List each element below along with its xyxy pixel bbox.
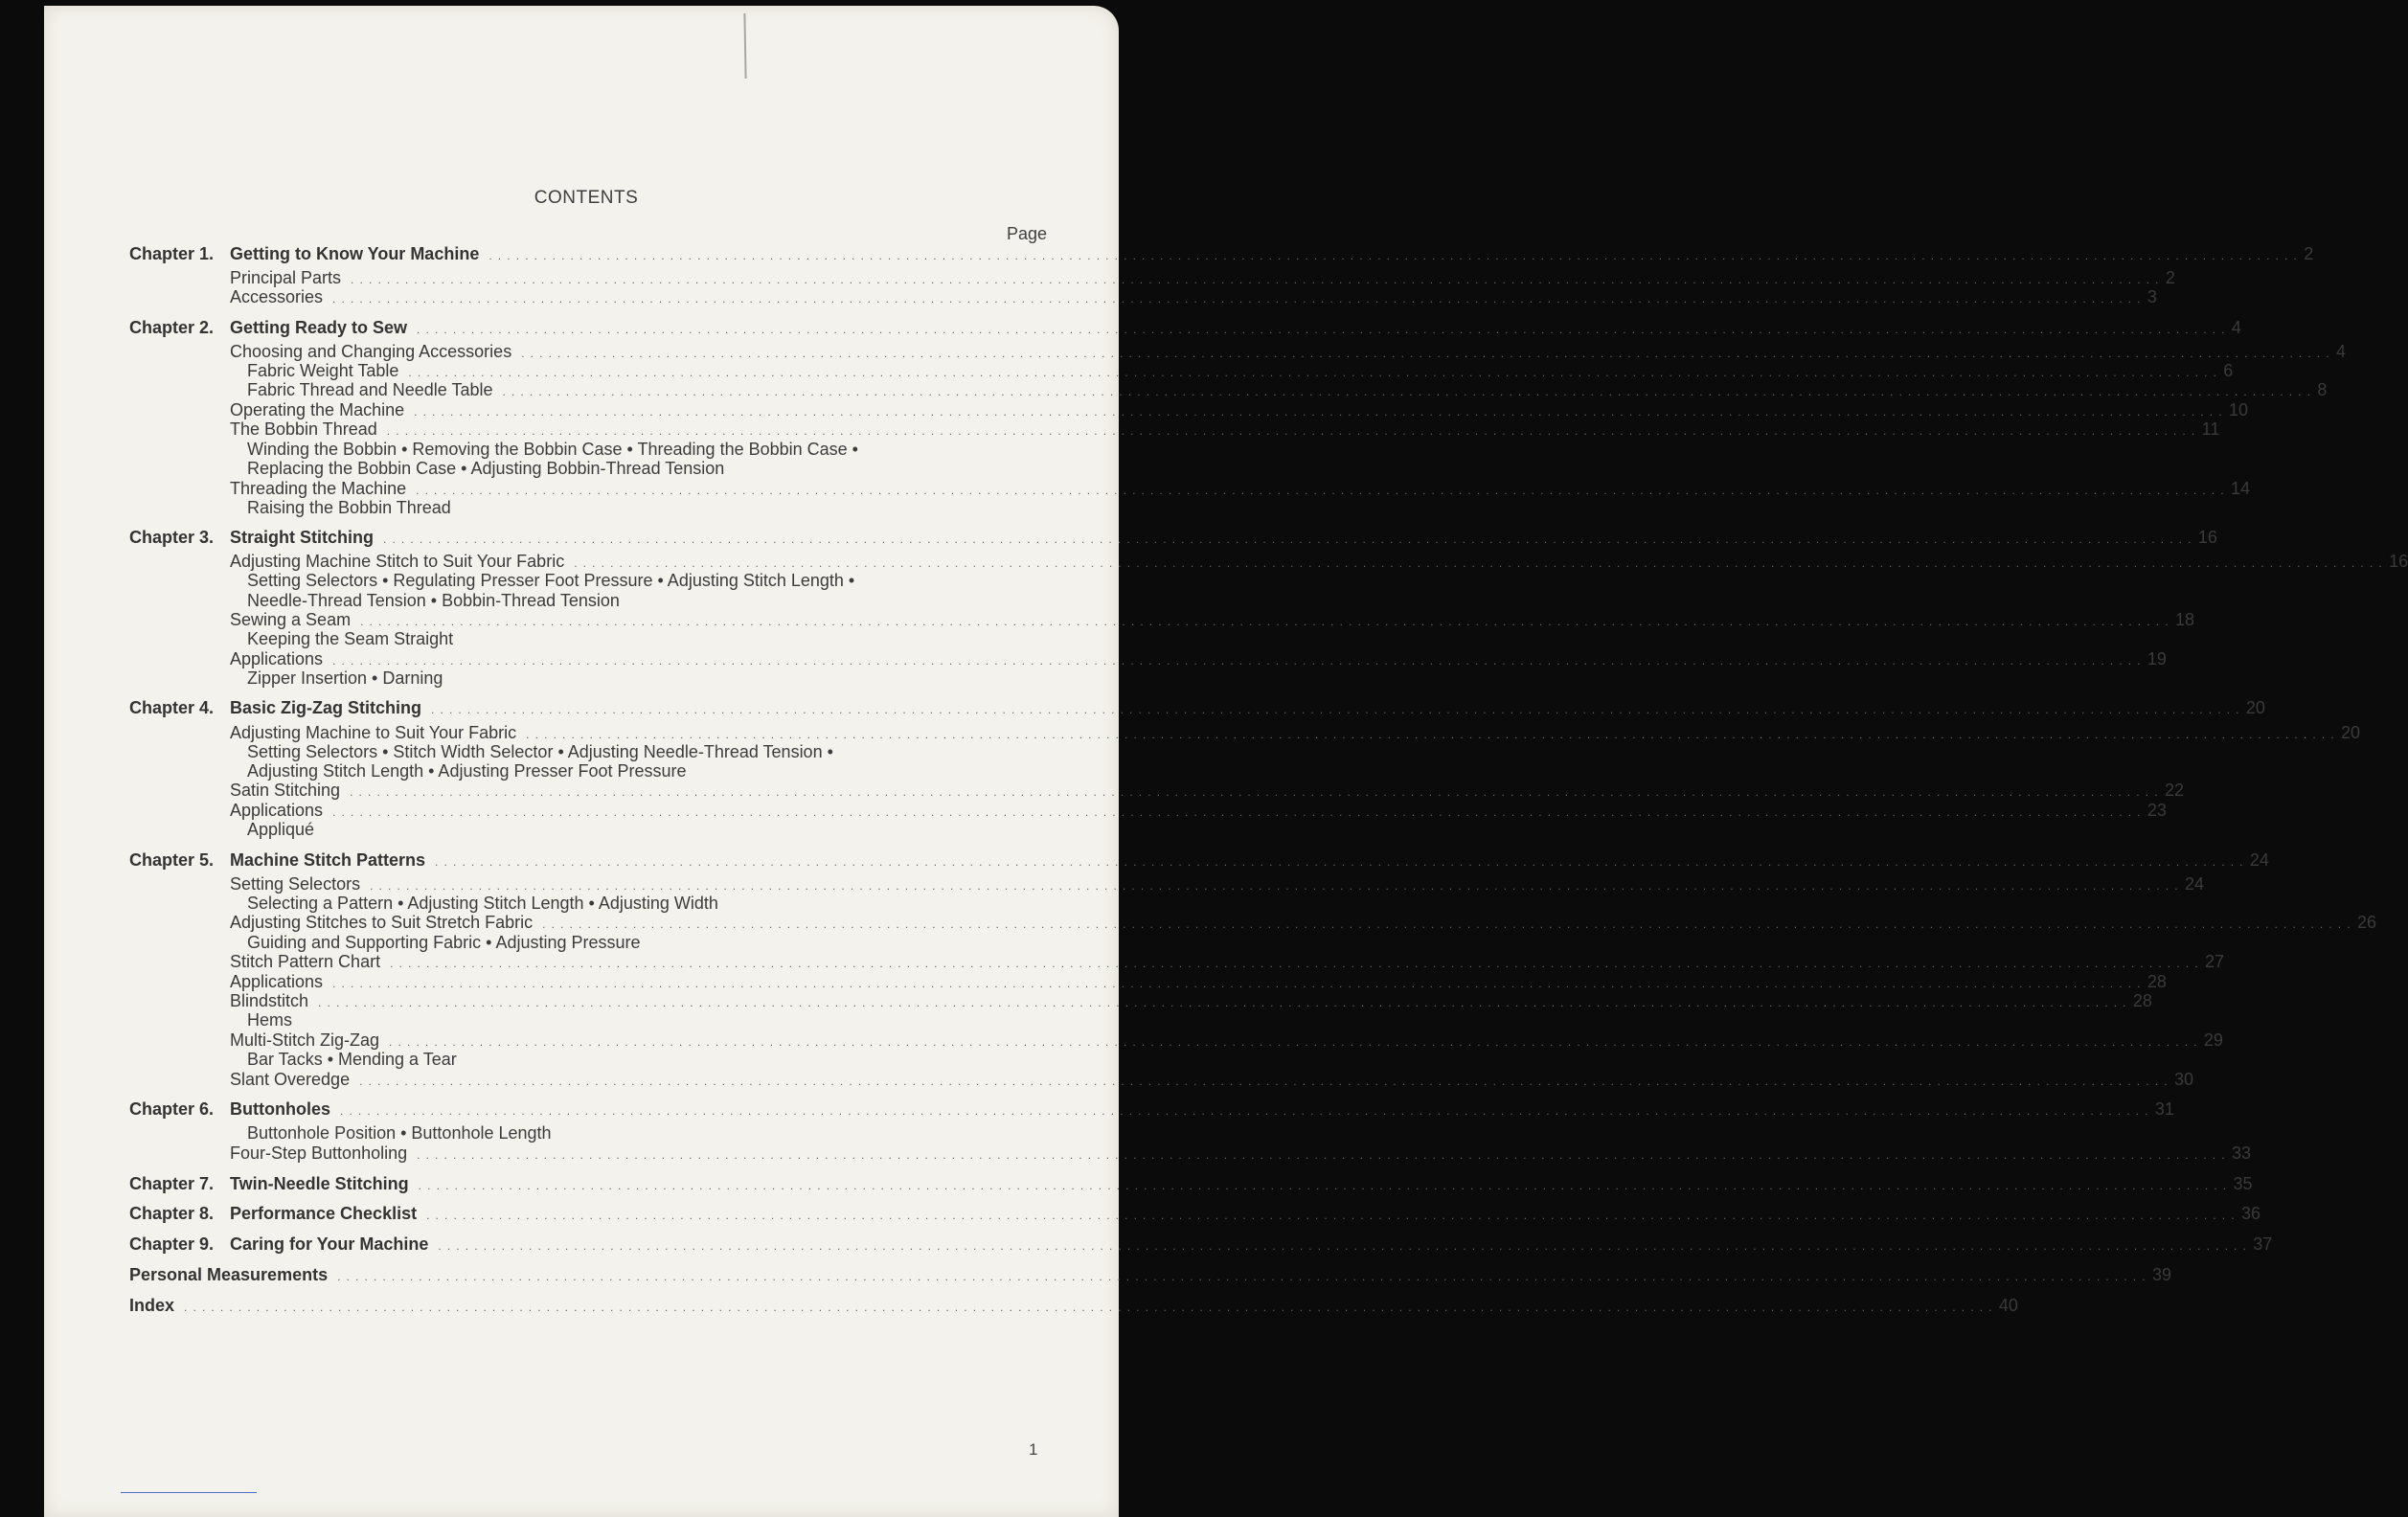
entry-page-number: 33 [2231,1143,2252,1163]
entry-title: Adjusting Stitches to Suit Stretch Fabric [230,913,534,932]
toc-subtopics: Replacing the Bobbin Case • Adjusting Bobbin-Thread Tension [247,459,725,478]
entry-page-number: 24 [2249,850,2269,870]
toc-subtopics: Selecting a Pattern • Adjusting Stitch Length • Adjusting Width [247,894,718,913]
entry-title: Straight Stitching [230,528,374,547]
toc-chapter-entry [129,698,2265,718]
entry-page-number: 35 [2233,1174,2253,1193]
toc-section-entry [247,380,2328,400]
entry-page-number: 2 [2304,244,2314,263]
chapter-number: Chapter 2. [129,318,215,337]
entry-title: Principal Parts [230,268,342,287]
entry-title: Caring for Your Machine [230,1234,429,1254]
entry-page-number: 18 [2174,610,2194,629]
dot-leader: . . . . . . . . . . . . . . . . . . . . . . . . . . . . . . . . . . . . . . . . . . . . . . . . . . . . . . . . . . . . . . . . . . . . . . . . . . . . . . . . . . . . . . . . . . . . . . . . . . . . . . . . . . . . . . . . . . . . . . . . . . . . . . . . . . . . . . . . . . . . . . . . . . . . . . . . . . . . . . . . . . . . . . . . . . . . . . . . . . . . . . . . . . . . . . . . . . . . . . . . [408,366,2218,379]
dot-leader: . . . . . . . . . . . . . . . . . . . . . . . . . . . . . . . . . . . . . . . . . . . . . . . . . . . . . . . . . . . . . . . . . . . . . . . . . . . . . . . . . . . . . . . . . . . . . . . . . . . . . . . . . . . . . . . . . . . . . . . . . . . . . . . . . . . . . . . . . . . . . . . . . . . . . . . . . . . . . . . . . . . . . . . . . . . . . . . . . . . . . . . . . . . . . . . . . . . . . . . . [438,1239,2248,1253]
toc-subtopics: Keeping the Seam Straight [247,629,454,648]
entry-page-number: 30 [2173,1070,2193,1089]
toc-section-entry [230,268,2175,288]
dot-leader: . . . . . . . . . . . . . . . . . . . . . . . . . . . . . . . . . . . . . . . . . . . . . . . . . . . . . . . . . . . . . . . . . . . . . . . . . . . . . . . . . . . . . . . . . . . . . . . . . . . . . . . . . . . . . . . . . . . . . . . . . . . . . . . . . . . . . . . . . . . . . . . . . . . . . . . . . . . . . . . . . . . . . . . . . . . . . . . . . . . . . . . . . . . . . . . . . . . . . . . . [318,996,2127,1009]
dot-leader: . . . . . . . . . . . . . . . . . . . . . . . . . . . . . . . . . . . . . . . . . . . . . . . . . . . . . . . . . . . . . . . . . . . . . . . . . . . . . . . . . . . . . . . . . . . . . . . . . . . . . . . . . . . . . . . . . . . . . . . . . . . . . . . . . . . . . . . . . . . . . . . . . . . . . . . . . . . . . . . . . . . . . . . . . . . . . . . . . . . . . . . . . . . . . . . . . . . . . . . . [332,654,2142,668]
entry-title: Getting to Know Your Machine [230,244,480,263]
chapter-number: Chapter 5. [129,850,215,870]
entry-title: The Bobbin Thread [230,419,377,439]
entry-title: Satin Stitching [230,781,341,800]
entry-page-number: 16 [2389,552,2408,571]
entry-title: Sewing a Seam [230,610,352,629]
toc-section-entry [230,649,2167,669]
dot-leader: . . . . . . . . . . . . . . . . . . . . . . . . . . . . . . . . . . . . . . . . . . . . . . . . . . . . . . . . . . . . . . . . . . . . . . . . . . . . . . . . . . . . . . . . . . . . . . . . . . . . . . . . . . . . . . . . . . . . . . . . . . . . . . . . . . . . . . . . . . . . . . . . . . . . . . . . . . . . . . . . . . . . . . . . . . . . . . . . . . . . . . . . . . . . . . . . . . . . . . . . [417,323,2226,336]
toc-subtopics: Hems [247,1010,293,1030]
entry-page-number: 23 [2147,801,2167,820]
entry-title: Index [129,1296,175,1315]
toc-section-entry [230,723,2361,743]
toc-subtopics: Zipper Insertion • Darning [247,668,443,688]
toc-subtopics: Bar Tacks • Mending a Tear [247,1050,457,1069]
toc-section-entry [230,952,2224,972]
entry-page-number: 27 [2204,952,2224,971]
entry-title: Threading the Machine [230,479,407,498]
entry-page-number: 39 [2151,1265,2171,1284]
toc-chapter-entry [129,1265,2171,1285]
entry-page-number: 36 [2240,1204,2260,1223]
entry-page-number: 14 [2230,479,2251,498]
dot-leader: . . . . . . . . . . . . . . . . . . . . . . . . . . . . . . . . . . . . . . . . . . . . . . . . . . . . . . . . . . . . . . . . . . . . . . . . . . . . . . . . . . . . . . . . . . . . . . . . . . . . . . . . . . . . . . . . . . . . . . . . . . . . . . . . . . . . . . . . . . . . . . . . . . . . . . . . . . . . . . . . . . . . . . . . . . . . . . . . . . . . . . . . . . . . . . . . . . . . . . . . [351,273,2160,286]
dot-leader: . . . . . . . . . . . . . . . . . . . . . . . . . . . . . . . . . . . . . . . . . . . . . . . . . . . . . . . . . . . . . . . . . . . . . . . . . . . . . . . . . . . . . . . . . . . . . . . . . . . . . . . . . . . . . . . . . . . . . . . . . . . . . . . . . . . . . . . . . . . . . . . . . . . . . . . . . . . . . . . . . . . . . . . . . . . . . . . . . . . . . . . . . . . . . . . . . . . . . . . . [502,385,2312,398]
contents-heading: CONTENTS [534,188,639,208]
entry-title: Four-Step Buttonholing [230,1143,408,1163]
entry-title: Applications [230,649,324,668]
entry-page-number: 24 [2184,874,2204,894]
dot-leader: . . . . . . . . . . . . . . . . . . . . . . . . . . . . . . . . . . . . . . . . . . . . . . . . . . . . . . . . . . . . . . . . . . . . . . . . . . . . . . . . . . . . . . . . . . . . . . . . . . . . . . . . . . . . . . . . . . . . . . . . . . . . . . . . . . . . . . . . . . . . . . . . . . . . . . . . . . . . . . . . . . . . . . . . . . . . . . . . . . . . . . . . . . . . . . . . . . . . . . . . [435,855,2244,869]
dot-leader: . . . . . . . . . . . . . . . . . . . . . . . . . . . . . . . . . . . . . . . . . . . . . . . . . . . . . . . . . . . . . . . . . . . . . . . . . . . . . . . . . . . . . . . . . . . . . . . . . . . . . . . . . . . . . . . . . . . . . . . . . . . . . . . . . . . . . . . . . . . . . . . . . . . . . . . . . . . . . . . . . . . . . . . . . . . . . . . . . . . . . . . . . . . . . . . . . . . . . . . . [350,785,2159,799]
toc-subtopics: Buttonhole Position • Buttonhole Length [247,1123,552,1143]
entry-page-number: 26 [2357,913,2377,932]
toc-subtopics: Raising the Bobbin Thread [247,498,451,517]
entry-title: Fabric Thread and Needle Table [247,380,493,399]
entry-title: Choosing and Changing Accessories [230,342,512,361]
dot-leader: . . . . . . . . . . . . . . . . . . . . . . . . . . . . . . . . . . . . . . . . . . . . . . . . . . . . . . . . . . . . . . . . . . . . . . . . . . . . . . . . . . . . . . . . . . . . . . . . . . . . . . . . . . . . . . . . . . . . . . . . . . . . . . . . . . . . . . . . . . . . . . . . . . . . . . . . . . . . . . . . . . . . . . . . . . . . . . . . . . . . . . . . . . . . . . . . . . . . . . . . [337,1270,2147,1283]
toc-subtopics: Adjusting Stitch Length • Adjusting Presser Foot Pressure [247,761,687,781]
toc-section-entry [230,287,2157,307]
dot-leader: . . . . . . . . . . . . . . . . . . . . . . . . . . . . . . . . . . . . . . . . . . . . . . . . . . . . . . . . . . . . . . . . . . . . . . . . . . . . . . . . . . . . . . . . . . . . . . . . . . . . . . . . . . . . . . . . . . . . . . . . . . . . . . . . . . . . . . . . . . . . . . . . . . . . . . . . . . . . . . . . . . . . . . . . . . . . . . . . . . . . . . . . . . . . . . . . . . . . . . . . [332,977,2142,990]
dot-leader: . . . . . . . . . . . . . . . . . . . . . . . . . . . . . . . . . . . . . . . . . . . . . . . . . . . . . . . . . . . . . . . . . . . . . . . . . . . . . . . . . . . . . . . . . . . . . . . . . . . . . . . . . . . . . . . . . . . . . . . . . . . . . . . . . . . . . . . . . . . . . . . . . . . . . . . . . . . . . . . . . . . . . . . . . . . . . . . . . . . . . . . . . . . . . . . . . . . . . . . . [184,1301,1993,1314]
toc-chapter-entry [129,1296,2018,1316]
entry-title: Applications [230,972,324,991]
scan-artifact-line [121,1492,257,1493]
entry-page-number: 40 [1998,1296,2018,1315]
dot-leader: . . . . . . . . . . . . . . . . . . . . . . . . . . . . . . . . . . . . . . . . . . . . . . . . . . . . . . . . . . . . . . . . . . . . . . . . . . . . . . . . . . . . . . . . . . . . . . . . . . . . . . . . . . . . . . . . . . . . . . . . . . . . . . . . . . . . . . . . . . . . . . . . . . . . . . . . . . . . . . . . . . . . . . . . . . . . . . . . . . . . . . . . . . . . . . . . . . . . . . . . [488,249,2299,262]
toc-section-entry [230,781,2184,801]
entry-title: Multi-Stitch Zig-Zag [230,1030,380,1050]
toc-section-entry [230,1070,2193,1090]
entry-title: Machine Stitch Patterns [230,850,426,870]
entry-title: Applications [230,801,324,820]
dot-leader: . . . . . . . . . . . . . . . . . . . . . . . . . . . . . . . . . . . . . . . . . . . . . . . . . . . . . . . . . . . . . . . . . . . . . . . . . . . . . . . . . . . . . . . . . . . . . . . . . . . . . . . . . . . . . . . . . . . . . . . . . . . . . . . . . . . . . . . . . . . . . . . . . . . . . . . . . . . . . . . . . . . . . . . . . . . . . . . . . . . . . . . . . . . . . . . . . . . . . . . . [574,556,2384,570]
entry-title: Getting Ready to Sew [230,318,408,337]
toc-subtopics: Setting Selectors • Regulating Presser Foot Pressure • Adjusting Stitch Length • [247,571,855,590]
entry-title: Adjusting Machine Stitch to Suit Your Fabric [230,552,565,571]
entry-page-number: 4 [2336,342,2347,361]
toc-chapter-entry [129,1204,2260,1224]
chapter-number: Chapter 6. [129,1099,215,1119]
chapter-number: Chapter 1. [129,244,215,263]
toc-subtopics: Guiding and Supporting Fabric • Adjusting Pressure [247,933,641,952]
entry-page-number: 31 [2154,1099,2174,1119]
toc-chapter-entry [129,528,2217,548]
toc-section-entry [230,1030,2223,1051]
entry-title: Stitch Pattern Chart [230,952,381,971]
entry-title: Fabric Weight Table [247,361,399,380]
entry-title: Accessories [230,287,324,306]
dot-leader: . . . . . . . . . . . . . . . . . . . . . . . . . . . . . . . . . . . . . . . . . . . . . . . . . . . . . . . . . . . . . . . . . . . . . . . . . . . . . . . . . . . . . . . . . . . . . . . . . . . . . . . . . . . . . . . . . . . . . . . . . . . . . . . . . . . . . . . . . . . . . . . . . . . . . . . . . . . . . . . . . . . . . . . . . . . . . . . . . . . . . . . . . . . . . . . . . . . . . . . . [340,1104,2149,1118]
toc-subtopics: Needle-Thread Tension • Bobbin-Thread Tension [247,591,620,610]
entry-page-number: 6 [2223,361,2234,380]
toc-section-entry [230,400,2248,420]
entry-page-number: 29 [2203,1030,2223,1050]
dot-leader: . . . . . . . . . . . . . . . . . . . . . . . . . . . . . . . . . . . . . . . . . . . . . . . . . . . . . . . . . . . . . . . . . . . . . . . . . . . . . . . . . . . . . . . . . . . . . . . . . . . . . . . . . . . . . . . . . . . . . . . . . . . . . . . . . . . . . . . . . . . . . . . . . . . . . . . . . . . . . . . . . . . . . . . . . . . . . . . . . . . . . . . . . . . . . . . . . . . . . . . . [426,1209,2236,1222]
entry-page-number: 20 [2341,723,2361,742]
toc-chapter-entry [129,318,2241,338]
page-column-header: Page [1006,224,1047,243]
dot-leader: . . . . . . . . . . . . . . . . . . . . . . . . . . . . . . . . . . . . . . . . . . . . . . . . . . . . . . . . . . . . . . . . . . . . . . . . . . . . . . . . . . . . . . . . . . . . . . . . . . . . . . . . . . . . . . . . . . . . . . . . . . . . . . . . . . . . . . . . . . . . . . . . . . . . . . . . . . . . . . . . . . . . . . . . . . . . . . . . . . . . . . . . . . . . . . . . . . . . . . . . [526,728,2336,741]
chapter-number: Chapter 9. [129,1234,215,1254]
entry-title: Setting Selectors [230,874,361,894]
entry-title: Blindstitch [230,991,309,1010]
toc-section-entry [230,479,2251,499]
chapter-number: Chapter 7. [129,1174,215,1193]
entry-title: Performance Checklist [230,1204,418,1223]
entry-title: Twin-Needle Stitching [230,1174,409,1193]
dot-leader: . . . . . . . . . . . . . . . . . . . . . . . . . . . . . . . . . . . . . . . . . . . . . . . . . . . . . . . . . . . . . . . . . . . . . . . . . . . . . . . . . . . . . . . . . . . . . . . . . . . . . . . . . . . . . . . . . . . . . . . . . . . . . . . . . . . . . . . . . . . . . . . . . . . . . . . . . . . . . . . . . . . . . . . . . . . . . . . . . . . . . . . . . . . . . . . . . . . . . . . . [370,879,2179,893]
toc-section-entry [230,552,2408,572]
entry-page-number: 11 [2201,419,2220,439]
toc-subtopics: Appliqué [247,820,315,839]
toc-section-entry [230,874,2204,894]
toc-section-entry [230,419,2220,440]
toc-section-entry [230,972,2167,992]
entry-title: Adjusting Machine to Suit Your Fabric [230,723,517,742]
toc-subtopics: Winding the Bobbin • Removing the Bobbin Case • Threading the Bobbin Case • [247,440,858,459]
dot-leader: . . . . . . . . . . . . . . . . . . . . . . . . . . . . . . . . . . . . . . . . . . . . . . . . . . . . . . . . . . . . . . . . . . . . . . . . . . . . . . . . . . . . . . . . . . . . . . . . . . . . . . . . . . . . . . . . . . . . . . . . . . . . . . . . . . . . . . . . . . . . . . . . . . . . . . . . . . . . . . . . . . . . . . . . . . . . . . . . . . . . . . . . . . . . . . . . . . . . . . . . [542,917,2352,931]
dot-leader: . . . . . . . . . . . . . . . . . . . . . . . . . . . . . . . . . . . . . . . . . . . . . . . . . . . . . . . . . . . . . . . . . . . . . . . . . . . . . . . . . . . . . . . . . . . . . . . . . . . . . . . . . . . . . . . . . . . . . . . . . . . . . . . . . . . . . . . . . . . . . . . . . . . . . . . . . . . . . . . . . . . . . . . . . . . . . . . . . . . . . . . . . . . . . . . . . . . . . . . . [414,405,2223,419]
toc-section-entry [230,801,2167,821]
toc-chapter-entry [129,1234,2273,1255]
entry-page-number: 19 [2147,649,2167,668]
entry-page-number: 37 [2253,1234,2273,1254]
dot-leader: . . . . . . . . . . . . . . . . . . . . . . . . . . . . . . . . . . . . . . . . . . . . . . . . . . . . . . . . . . . . . . . . . . . . . . . . . . . . . . . . . . . . . . . . . . . . . . . . . . . . . . . . . . . . . . . . . . . . . . . . . . . . . . . . . . . . . . . . . . . . . . . . . . . . . . . . . . . . . . . . . . . . . . . . . . . . . . . . . . . . . . . . . . . . . . . . . . . . . . . . [359,1075,2169,1088]
toc-chapter-entry [129,850,2269,871]
toc-section-entry [230,342,2347,362]
dot-leader: . . . . . . . . . . . . . . . . . . . . . . . . . . . . . . . . . . . . . . . . . . . . . . . . . . . . . . . . . . . . . . . . . . . . . . . . . . . . . . . . . . . . . . . . . . . . . . . . . . . . . . . . . . . . . . . . . . . . . . . . . . . . . . . . . . . . . . . . . . . . . . . . . . . . . . . . . . . . . . . . . . . . . . . . . . . . . . . . . . . . . . . . . . . . . . . . . . . . . . . . [383,532,2192,546]
dot-leader: . . . . . . . . . . . . . . . . . . . . . . . . . . . . . . . . . . . . . . . . . . . . . . . . . . . . . . . . . . . . . . . . . . . . . . . . . . . . . . . . . . . . . . . . . . . . . . . . . . . . . . . . . . . . . . . . . . . . . . . . . . . . . . . . . . . . . . . . . . . . . . . . . . . . . . . . . . . . . . . . . . . . . . . . . . . . . . . . . . . . . . . . . . . . . . . . . . . . . . . . [332,805,2142,819]
entry-title: Basic Zig-Zag Stitching [230,698,422,717]
dot-leader: . . . . . . . . . . . . . . . . . . . . . . . . . . . . . . . . . . . . . . . . . . . . . . . . . . . . . . . . . . . . . . . . . . . . . . . . . . . . . . . . . . . . . . . . . . . . . . . . . . . . . . . . . . . . . . . . . . . . . . . . . . . . . . . . . . . . . . . . . . . . . . . . . . . . . . . . . . . . . . . . . . . . . . . . . . . . . . . . . . . . . . . . . . . . . . . . . . . . . . . . [389,1035,2198,1049]
page-number: 1 [1029,1440,1038,1459]
entry-page-number: 3 [2147,287,2157,306]
entry-title: Slant Overedge [230,1070,351,1089]
entry-page-number: 28 [2147,972,2167,991]
dot-leader: . . . . . . . . . . . . . . . . . . . . . . . . . . . . . . . . . . . . . . . . . . . . . . . . . . . . . . . . . . . . . . . . . . . . . . . . . . . . . . . . . . . . . . . . . . . . . . . . . . . . . . . . . . . . . . . . . . . . . . . . . . . . . . . . . . . . . . . . . . . . . . . . . . . . . . . . . . . . . . . . . . . . . . . . . . . . . . . . . . . . . . . . . . . . . . . . . . . . . . . . [521,347,2331,360]
toc-section-entry [230,991,2152,1011]
entry-page-number: 10 [2228,400,2248,419]
entry-title: Operating the Machine [230,400,405,419]
chapter-number: Chapter 8. [129,1204,215,1223]
dot-leader: . . . . . . . . . . . . . . . . . . . . . . . . . . . . . . . . . . . . . . . . . . . . . . . . . . . . . . . . . . . . . . . . . . . . . . . . . . . . . . . . . . . . . . . . . . . . . . . . . . . . . . . . . . . . . . . . . . . . . . . . . . . . . . . . . . . . . . . . . . . . . . . . . . . . . . . . . . . . . . . . . . . . . . . . . . . . . . . . . . . . . . . . . . . . . . . . . . . . . . . . [360,615,2169,628]
chapter-number: Chapter 3. [129,528,215,547]
entry-page-number: 8 [2317,380,2328,399]
chapter-number: Chapter 4. [129,698,215,717]
dot-leader: . . . . . . . . . . . . . . . . . . . . . . . . . . . . . . . . . . . . . . . . . . . . . . . . . . . . . . . . . . . . . . . . . . . . . . . . . . . . . . . . . . . . . . . . . . . . . . . . . . . . . . . . . . . . . . . . . . . . . . . . . . . . . . . . . . . . . . . . . . . . . . . . . . . . . . . . . . . . . . . . . . . . . . . . . . . . . . . . . . . . . . . . . . . . . . . . . . . . . . . . [332,292,2142,306]
toc-subtopics: Setting Selectors • Stitch Width Selector • Adjusting Needle-Thread Tension • [247,742,833,761]
entry-title: Personal Measurements [129,1265,329,1284]
entry-title: Buttonholes [230,1099,330,1119]
toc-chapter-entry [129,1099,2174,1120]
entry-page-number: 22 [2164,781,2184,800]
toc-chapter-entry [129,244,2314,264]
toc-section-entry [230,1143,2252,1164]
toc-section-entry [230,913,2377,933]
toc-chapter-entry [129,1174,2253,1194]
dot-leader: . . . . . . . . . . . . . . . . . . . . . . . . . . . . . . . . . . . . . . . . . . . . . . . . . . . . . . . . . . . . . . . . . . . . . . . . . . . . . . . . . . . . . . . . . . . . . . . . . . . . . . . . . . . . . . . . . . . . . . . . . . . . . . . . . . . . . . . . . . . . . . . . . . . . . . . . . . . . . . . . . . . . . . . . . . . . . . . . . . . . . . . . . . . . . . . . . . . . . . . . [417,1148,2226,1162]
entry-page-number: 20 [2245,698,2265,717]
dot-leader: . . . . . . . . . . . . . . . . . . . . . . . . . . . . . . . . . . . . . . . . . . . . . . . . . . . . . . . . . . . . . . . . . . . . . . . . . . . . . . . . . . . . . . . . . . . . . . . . . . . . . . . . . . . . . . . . . . . . . . . . . . . . . . . . . . . . . . . . . . . . . . . . . . . . . . . . . . . . . . . . . . . . . . . . . . . . . . . . . . . . . . . . . . . . . . . . . . . . . . . . [386,424,2196,438]
entry-page-number: 2 [2165,268,2175,287]
toc-section-entry [247,361,2234,381]
entry-page-number: 28 [2132,991,2152,1010]
toc-section-entry [230,610,2194,630]
entry-page-number: 16 [2197,528,2217,547]
entry-page-number: 4 [2231,318,2241,337]
dot-leader: . . . . . . . . . . . . . . . . . . . . . . . . . . . . . . . . . . . . . . . . . . . . . . . . . . . . . . . . . . . . . . . . . . . . . . . . . . . . . . . . . . . . . . . . . . . . . . . . . . . . . . . . . . . . . . . . . . . . . . . . . . . . . . . . . . . . . . . . . . . . . . . . . . . . . . . . . . . . . . . . . . . . . . . . . . . . . . . . . . . . . . . . . . . . . . . . . . . . . . . . [418,1179,2228,1192]
dot-leader: . . . . . . . . . . . . . . . . . . . . . . . . . . . . . . . . . . . . . . . . . . . . . . . . . . . . . . . . . . . . . . . . . . . . . . . . . . . . . . . . . . . . . . . . . . . . . . . . . . . . . . . . . . . . . . . . . . . . . . . . . . . . . . . . . . . . . . . . . . . . . . . . . . . . . . . . . . . . . . . . . . . . . . . . . . . . . . . . . . . . . . . . . . . . . . . . . . . . . . . . [390,957,2199,970]
dot-leader: . . . . . . . . . . . . . . . . . . . . . . . . . . . . . . . . . . . . . . . . . . . . . . . . . . . . . . . . . . . . . . . . . . . . . . . . . . . . . . . . . . . . . . . . . . . . . . . . . . . . . . . . . . . . . . . . . . . . . . . . . . . . . . . . . . . . . . . . . . . . . . . . . . . . . . . . . . . . . . . . . . . . . . . . . . . . . . . . . . . . . . . . . . . . . . . . . . . . . . . . [416,484,2225,497]
dot-leader: . . . . . . . . . . . . . . . . . . . . . . . . . . . . . . . . . . . . . . . . . . . . . . . . . . . . . . . . . . . . . . . . . . . . . . . . . . . . . . . . . . . . . . . . . . . . . . . . . . . . . . . . . . . . . . . . . . . . . . . . . . . . . . . . . . . . . . . . . . . . . . . . . . . . . . . . . . . . . . . . . . . . . . . . . . . . . . . . . . . . . . . . . . . . . . . . . . . . . . . . [431,703,2240,716]
